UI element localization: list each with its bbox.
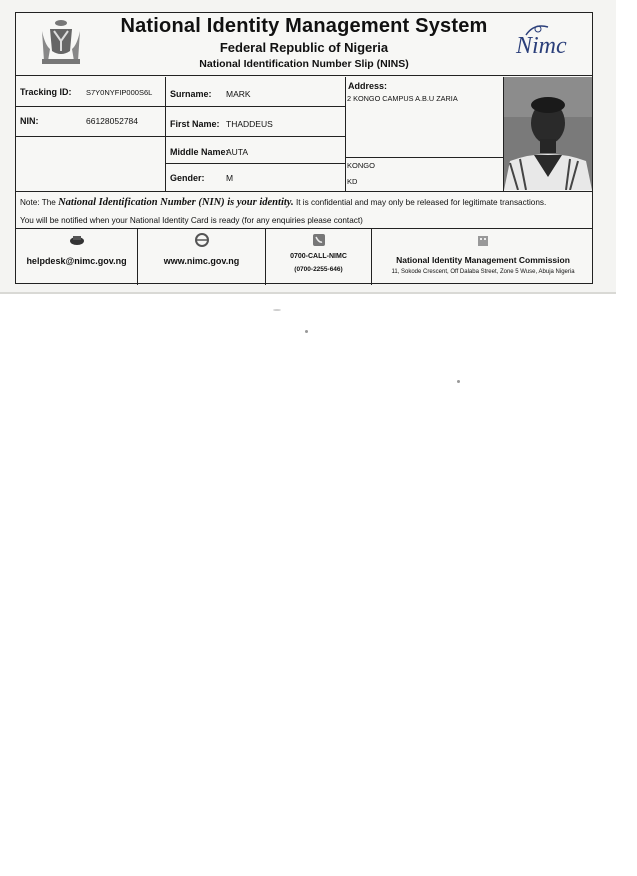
building-icon: [475, 233, 491, 247]
first-name-cell: [166, 107, 346, 137]
scan-speck: [457, 380, 460, 383]
first-name-label: First Name:: [170, 119, 220, 129]
surname-value: MARK: [226, 89, 251, 99]
note-suffix: It is confidential and may only be released for legitimate transactions.: [293, 198, 547, 207]
commission-address: 11, Sokode Crescent, Off Dalaba Street, Zone 5 Wuse, Abuja Nigeria: [391, 269, 575, 275]
phone-label: 0700-CALL-NIMC: [290, 253, 347, 260]
phone-number[interactable]: (0700-2255-646): [294, 266, 343, 273]
scan-speck: [273, 309, 281, 311]
contact-row: [16, 229, 592, 285]
tracking-label: Tracking ID:: [20, 87, 72, 97]
note-emphasis: National Identification Number (NIN) is your identity.: [58, 197, 294, 208]
nimc-logo: [514, 21, 568, 65]
middle-name-cell: [166, 137, 346, 164]
middle-name-label: Middle Name:: [170, 147, 229, 157]
slip-header: [16, 13, 592, 76]
surname-label: Surname:: [170, 89, 212, 99]
page-title: National Identity Management System: [120, 15, 488, 37]
confidentiality-note: [16, 191, 592, 229]
tracking-cell: [16, 77, 166, 107]
country-subtitle: Federal Republic of Nigeria: [219, 40, 389, 55]
website-link[interactable]: www.nimc.gov.ng: [163, 256, 240, 266]
tracking-value: S7Y0NYFIP000S6L: [86, 88, 153, 97]
envelope-icon: [69, 233, 85, 247]
nin-slip: [15, 12, 593, 284]
gender-value: M: [226, 173, 234, 183]
note-line2: You will be notified when your National Identity Card is ready (for any enquiries please contact): [20, 216, 363, 225]
website-contact: [138, 229, 266, 285]
phone-contact: [266, 229, 372, 285]
address-cell: [346, 77, 504, 191]
logo-text: Nimc: [516, 33, 567, 59]
address-line1: 2 KONGO CAMPUS A.B.U ZARIA: [347, 94, 458, 103]
nin-label: NIN:: [20, 116, 39, 126]
email-link[interactable]: helpdesk@nimc.gov.ng: [26, 256, 127, 266]
browser-icon: [194, 233, 210, 247]
surname-cell: [166, 77, 346, 107]
commission-contact: [372, 229, 594, 285]
phone-icon: [311, 233, 327, 247]
address-label: Address:: [348, 81, 388, 91]
slip-title: National Identification Number Slip (NINS): [199, 58, 409, 70]
address-line3: KD: [347, 177, 358, 186]
gender-cell: [166, 164, 346, 191]
slip-paper: [0, 0, 616, 294]
portrait-image: [504, 77, 592, 190]
scan-speck: [305, 330, 308, 333]
passport-photo: [504, 77, 592, 190]
first-name-value: THADDEUS: [226, 119, 273, 129]
address-divider: [346, 157, 503, 158]
nin-value: 66128052784: [86, 116, 139, 126]
note-prefix: Note: The: [20, 198, 59, 207]
email-contact: [16, 229, 138, 285]
note-line1: [20, 197, 546, 208]
commission-name: National Identity Management Commission: [396, 255, 570, 265]
nin-cell: [16, 107, 166, 137]
blank-cell: [16, 137, 166, 191]
middle-name-value: AUTA: [226, 147, 249, 157]
address-line2: KONGO: [347, 161, 375, 170]
gender-label: Gender:: [170, 173, 205, 183]
